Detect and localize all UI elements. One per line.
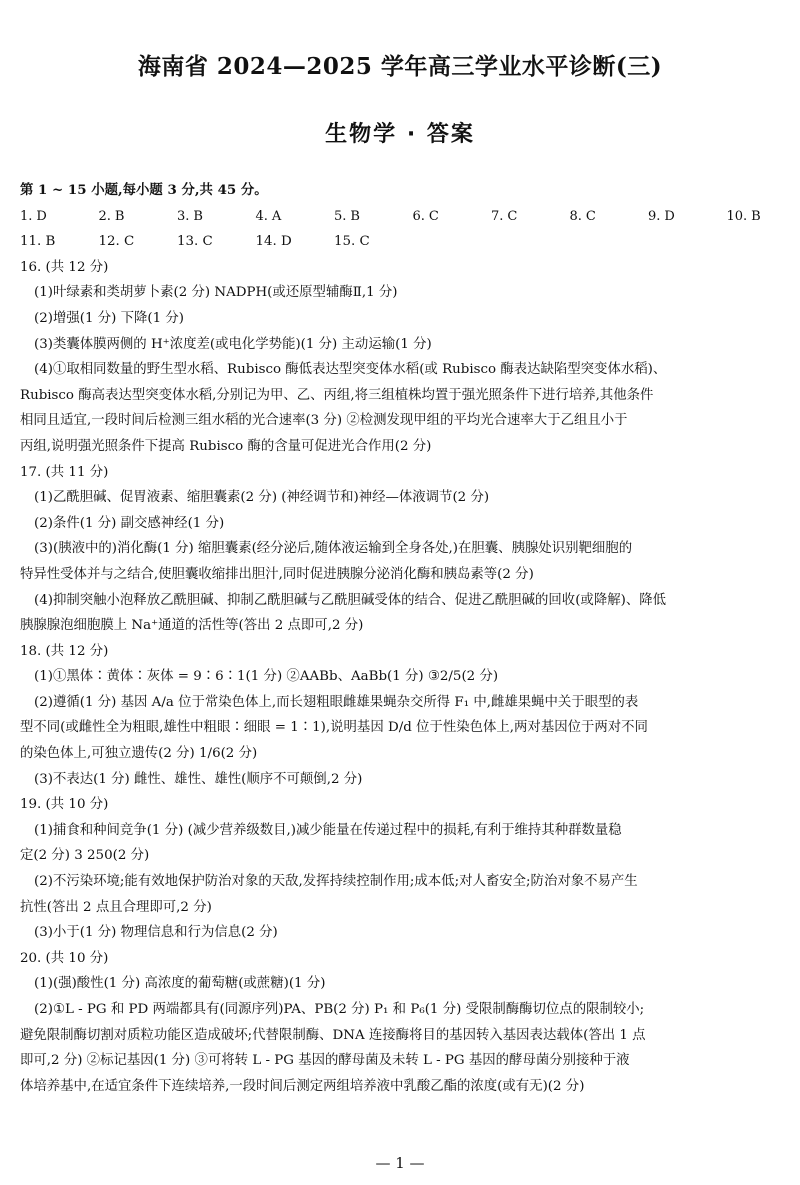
answer-line: (3)小于(1 分) 物理信息和行为信息(2 分) (34, 925, 278, 941)
answer-line: (2)不污染环境;能有效地保护防治对象的天敌,发挥持续控制作用;成本低;对人畜安全;防治对象不易产生 (34, 874, 638, 890)
answer-line: 即可,2 分) ②标记基因(1 分) ③可将转 L - PG 基因的酵母菌及未转 L - PG 基因的酵母菌分别接种于液 (20, 1053, 630, 1069)
mc-answer: 15. C (334, 234, 370, 250)
mc-answer: 12. C (98, 234, 135, 250)
mc-answer: 8. C (569, 208, 596, 224)
mc-answer: 13. C (177, 234, 213, 250)
mc-answer: 6. C (412, 208, 439, 224)
answer-line: (2)条件(1 分) 副交感神经(1 分) (34, 515, 225, 531)
answer-line: (1)乙酰胆碱、促胃液素、缩胆囊素(2 分) (神经调节和)神经—体液调节(2 分) (34, 490, 490, 506)
answer-line: 避免限制酶切割对质粒功能区造成破坏;代替限制酶、DNA 连接酶将目的基因转入基因表达载体(答出 1 点 (20, 1027, 646, 1043)
answer-line: (3)(胰液中的)消化酶(1 分) 缩胆囊素(经分泌后,随体液运输到全身各处,)在胆囊、胰腺处识别靶细胞的 (34, 541, 633, 557)
answer-content (20, 178, 784, 1099)
answer-line: 特异性受体并与之结合,使胆囊收缩排出胆汁,同时促进胰腺分泌消化酶和胰岛素等(2 分) (20, 566, 534, 582)
answer-line: (1)①黑体∶黄体∶灰体 = 9∶6∶1(1 分) ②AABb、AaBb(1 分) ③2/5(2 分) (34, 669, 499, 685)
mc-answer-row-1 (20, 204, 784, 230)
answer-line: 丙组,说明强光照条件下提高 Rubisco 酶的含量可促进光合作用(2 分) (20, 438, 432, 454)
answer-line: 的染色体上,可独立遗传(2 分) 1/6(2 分) (20, 746, 258, 762)
question-16-answer (20, 280, 784, 459)
answer-line: (2)①L - PG 和 PD 两端都具有(同源序列)PA、PB(2 分) P₁ 和 P₆(1 分) 受限制酶酶切位点的限制较小; (34, 1002, 645, 1017)
answer-line: 相同且适宜,一段时间后检测三组水稻的光合速率(3 分) ②检测发现甲组的平均光合速率大于乙组且小于 (20, 413, 628, 429)
mc-answer: 11. B (20, 234, 56, 250)
question-17-answer (20, 485, 784, 639)
answer-line: (4)①取相同数量的野生型水稻、Rubisco 酶低表达型突变体水稻(或 Rubisco 酶表达缺陷型突变体水稻)、 (34, 362, 667, 378)
question-20-answer (20, 971, 784, 1099)
question-20-heading: 20. (共 10 分) (20, 950, 109, 966)
mc-answer: 7. C (491, 208, 518, 224)
answer-line: 胰腺腺泡细胞膜上 Na⁺通道的活性等(答出 2 点即可,2 分) (20, 618, 364, 634)
mc-answer: 9. D (648, 208, 675, 224)
answer-line: (1)(强)酸性(1 分) 高浓度的葡萄糖(或蔗糖)(1 分) (34, 976, 326, 992)
answer-line: 定(2 分) 3 250(2 分) (20, 848, 150, 864)
answer-line: 型不同(或雌性全为粗眼,雄性中粗眼∶细眼 = 1∶1),说明基因 D/d 位于性染色体上,两对基因位于两对不同 (20, 720, 648, 736)
mc-answer: 1. D (20, 208, 47, 224)
mc-answer: 14. D (255, 234, 292, 250)
answer-line: (2)增强(1 分) 下降(1 分) (34, 310, 185, 326)
answer-line: (1)叶绿素和类胡萝卜素(2 分) NADPH(或还原型辅酶Ⅱ,1 分) (34, 285, 398, 301)
question-19-heading: 19. (共 10 分) (20, 797, 109, 813)
question-17-heading: 17. (共 11 分) (20, 464, 109, 480)
answer-line: 抗性(答出 2 点且合理即可,2 分) (20, 899, 212, 915)
mc-answer-row-2 (20, 229, 784, 255)
answer-line: (1)捕食和种间竞争(1 分) (减少营养级数目,)减少能量在传递过程中的损耗,有利于维持其种群数量稳 (34, 822, 622, 838)
answer-line: Rubisco 酶高表达型突变体水稻,分别记为甲、乙、丙组,将三组植株均置于强光照条件下进行培养,其他条件 (20, 387, 654, 403)
mc-answer: 2. B (98, 208, 125, 224)
answer-line: (3)类囊体膜两侧的 H⁺浓度差(或电化学势能)(1 分) 主动运输(1 分) (34, 336, 432, 352)
answer-line: (2)遵循(1 分) 基因 A/a 位于常染色体上,而长翅粗眼雌雄果蝇杂交所得 F₁ 中,雌雄果蝇中关于眼型的表 (34, 694, 639, 710)
answer-line: (3)不表达(1 分) 雌性、雄性、雄性(顺序不可颠倒,2 分) (34, 771, 363, 787)
mc-answer: 5. B (334, 208, 360, 224)
page-title: 海南省 2024—2025 学年高三学业水平诊断(三) (137, 53, 663, 80)
question-19-answer (20, 818, 784, 946)
answer-line: 体培养基中,在适宜条件下连续培养,一段时间后测定两组培养液中乳酸乙酯的浓度(或有无)(2 分) (20, 1078, 585, 1094)
question-16-heading: 16. (共 12 分) (20, 259, 109, 275)
mc-intro: 第 1 ~ 15 小题,每小题 3 分,共 45 分。 (20, 182, 268, 198)
mc-answer: 10. B (726, 208, 761, 224)
question-18-heading: 18. (共 12 分) (20, 643, 109, 659)
page-number: — 1 — (375, 1154, 425, 1172)
page-subtitle: 生物学 · 答案 (325, 122, 475, 147)
mc-answer: 3. B (177, 208, 203, 224)
answer-line: (4)抑制突触小泡释放乙酰胆碱、抑制乙酰胆碱与乙酰胆碱受体的结合、促进乙酰胆碱的回收(或降解)、降低 (34, 592, 666, 608)
question-18-answer (20, 664, 784, 792)
mc-answer: 4. A (255, 208, 282, 224)
